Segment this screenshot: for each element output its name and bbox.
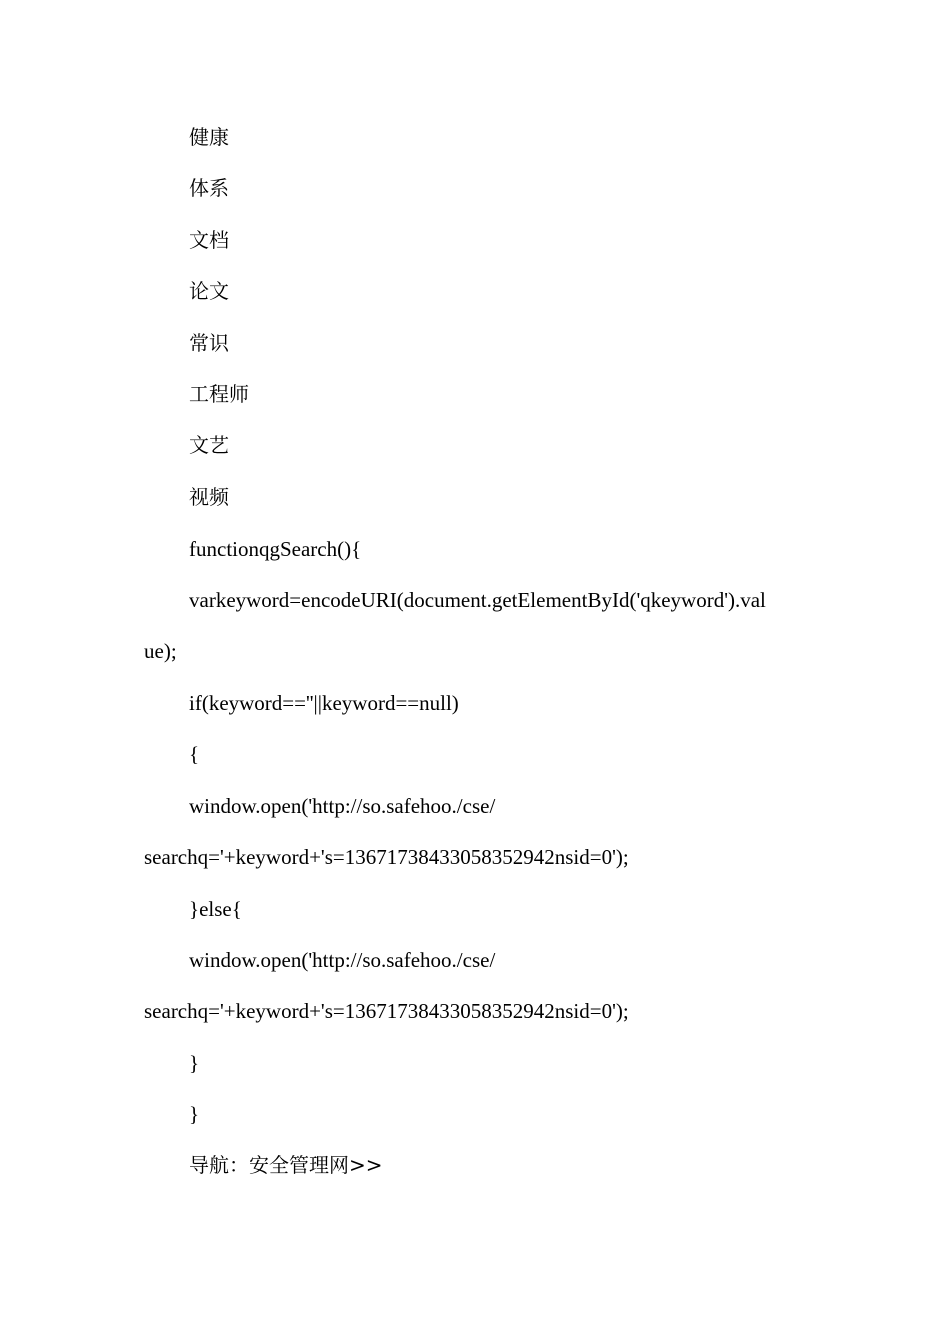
code-line-close-brace-1: }: [189, 1051, 200, 1075]
code-line-window-open-1-cont: searchq='+keyword+'s=13671738433058352942nsid=0');: [144, 845, 629, 869]
code-line-else: }else{: [189, 897, 242, 921]
text-line-knowledge: 常识: [189, 331, 229, 355]
code-line-close-brace-2: }: [189, 1102, 200, 1126]
text-line-engineer: 工程师: [189, 382, 249, 406]
text-line-health: 健康: [189, 125, 229, 149]
code-line-if: if(keyword==''||keyword==null): [189, 691, 459, 715]
code-line-var-keyword-cont: ue);: [144, 639, 177, 663]
code-line-window-open-2-cont: searchq='+keyword+'s=13671738433058352942nsid=0');: [144, 999, 629, 1023]
text-line-docs: 文档: [189, 228, 229, 252]
code-line-window-open-1: window.open('http://so.safehoo./cse/: [189, 794, 496, 818]
code-line-open-brace: {: [189, 742, 200, 766]
text-line-papers: 论文: [189, 279, 229, 303]
text-line-video: 视频: [189, 485, 229, 509]
text-line-system: 体系: [189, 176, 229, 200]
code-line-window-open-2: window.open('http://so.safehoo./cse/: [189, 948, 496, 972]
breadcrumb: 导航：安全管理网>>: [189, 1153, 383, 1177]
text-line-arts: 文艺: [189, 433, 229, 457]
code-line-var-keyword: varkeyword=encodeURI(document.getElementById('qkeyword').val: [189, 588, 766, 612]
code-line-function: functionqgSearch(){: [189, 537, 362, 561]
